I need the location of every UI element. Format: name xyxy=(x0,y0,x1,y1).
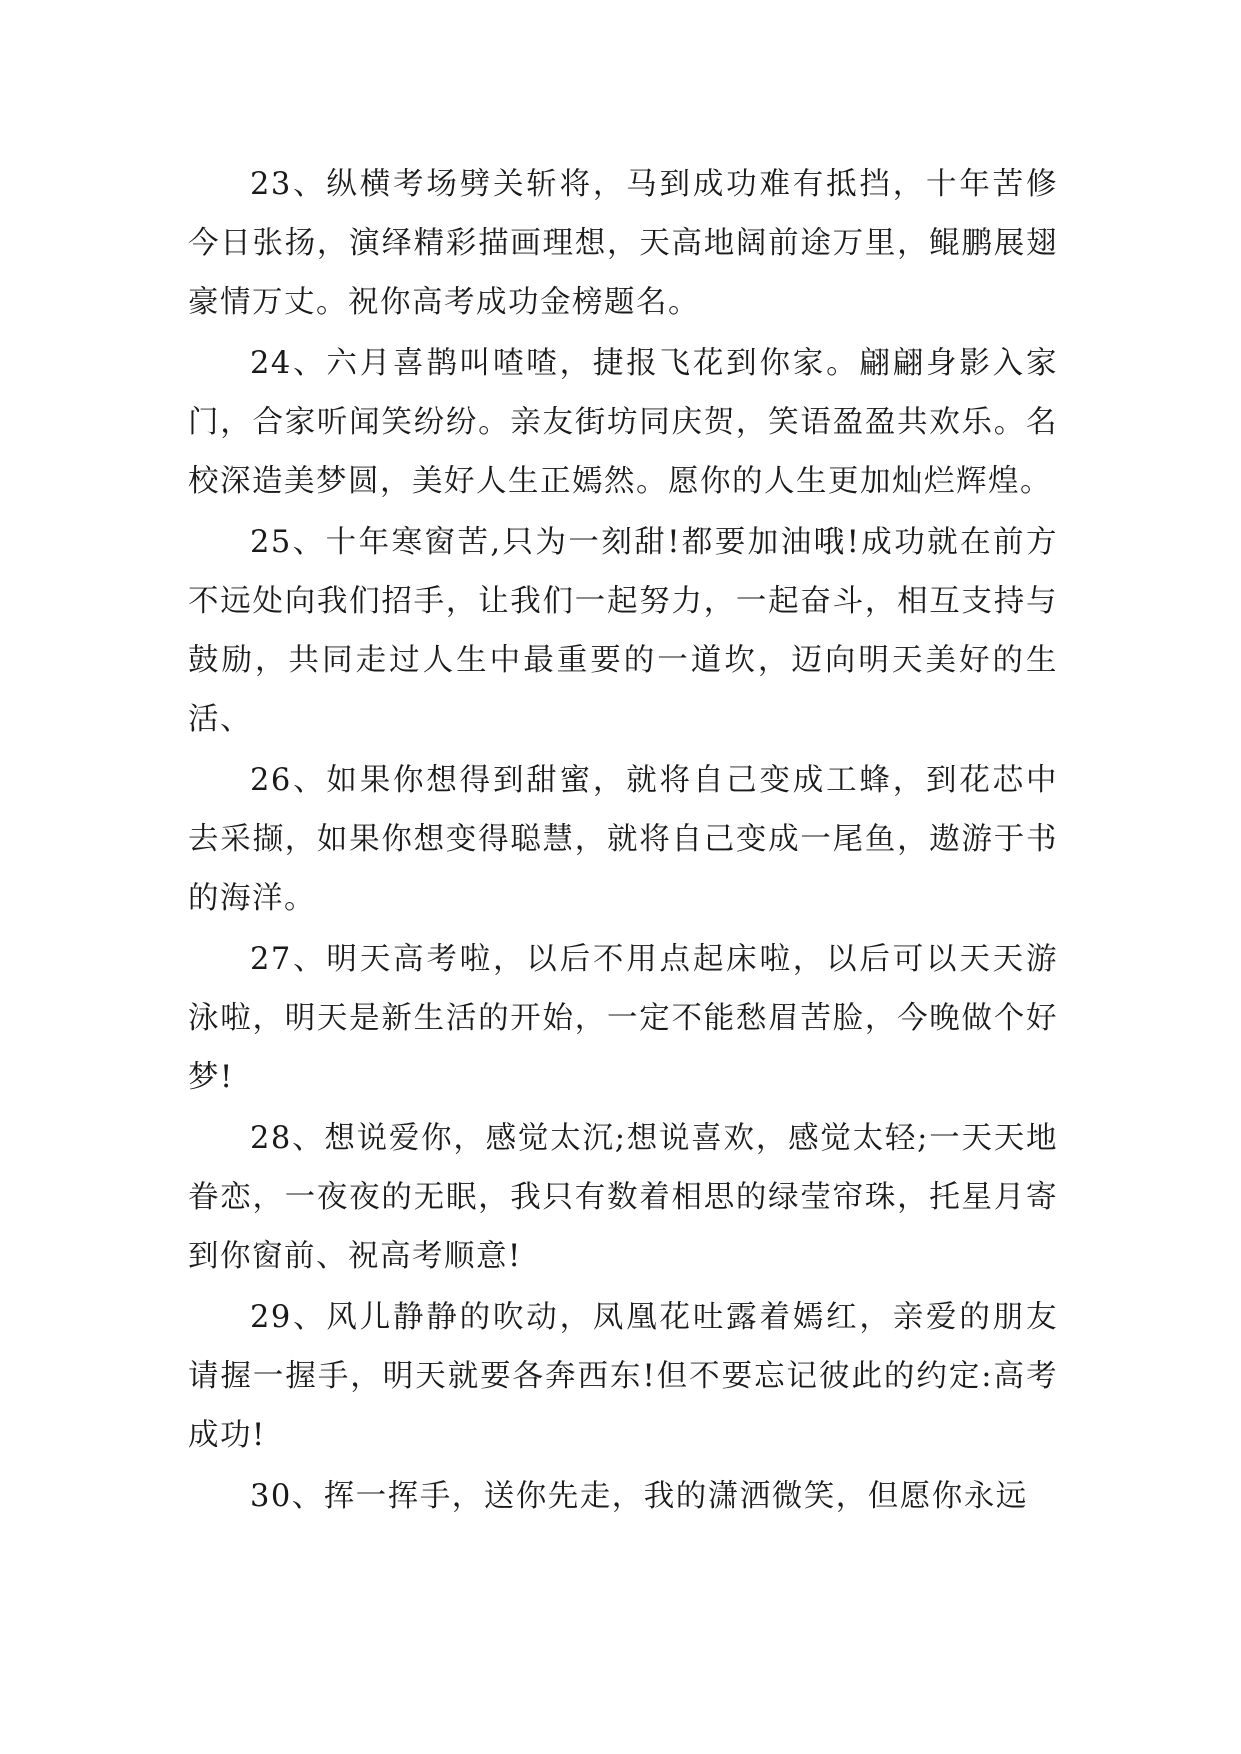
paragraph-30: 30、挥一挥手，送你先走，我的潇洒微笑，但愿你永远 xyxy=(250,1479,1028,1514)
paragraph-26: 26、如果你想得到甜蜜，就将自己变成工蜂，到花芯中去采撷，如果你想变得聪慧，就将自己变成一尾鱼，遨游于书的海洋。 xyxy=(188,763,1058,916)
paragraph-23: 23、纵横考场劈关斩将，马到成功难有抵挡，十年苦修今日张扬，演绎精彩描画理想，天高地阔前途万里，鲲鹏展翅豪情万丈。祝你高考成功金榜题名。 xyxy=(188,167,1058,320)
paragraph-25: 25、十年寒窗苦,只为一刻甜!都要加油哦!成功就在前方不远处向我们招手，让我们一起努力，一起奋斗，相互支持与鼓励，共同走过人生中最重要的一道坎，迈向明天美好的生活、 xyxy=(188,525,1058,737)
paragraph-28: 28、想说爱你，感觉太沉;想说喜欢，感觉太轻;一天天地眷恋，一夜夜的无眠，我只有数着相思的绿莹帘珠，托星月寄到你窗前、祝高考顺意! xyxy=(188,1121,1058,1274)
document-body xyxy=(188,155,1058,1528)
paragraph-24: 24、六月喜鹊叫喳喳，捷报飞花到你家。翩翩身影入家门，合家听闻笑纷纷。亲友街坊同庆贺，笑语盈盈共欢乐。名校深造美梦圆，美好人生正嫣然。愿你的人生更加灿烂辉煌。 xyxy=(188,346,1058,499)
paragraph-29: 29、风儿静静的吹动，凤凰花吐露着嫣红，亲爱的朋友请握一握手，明天就要各奔西东!但不要忘记彼此的约定:高考成功! xyxy=(188,1300,1058,1453)
paragraph-27: 27、明天高考啦，以后不用点起床啦，以后可以天天游泳啦，明天是新生活的开始，一定不能愁眉苦脸，今晚做个好梦! xyxy=(188,942,1058,1095)
